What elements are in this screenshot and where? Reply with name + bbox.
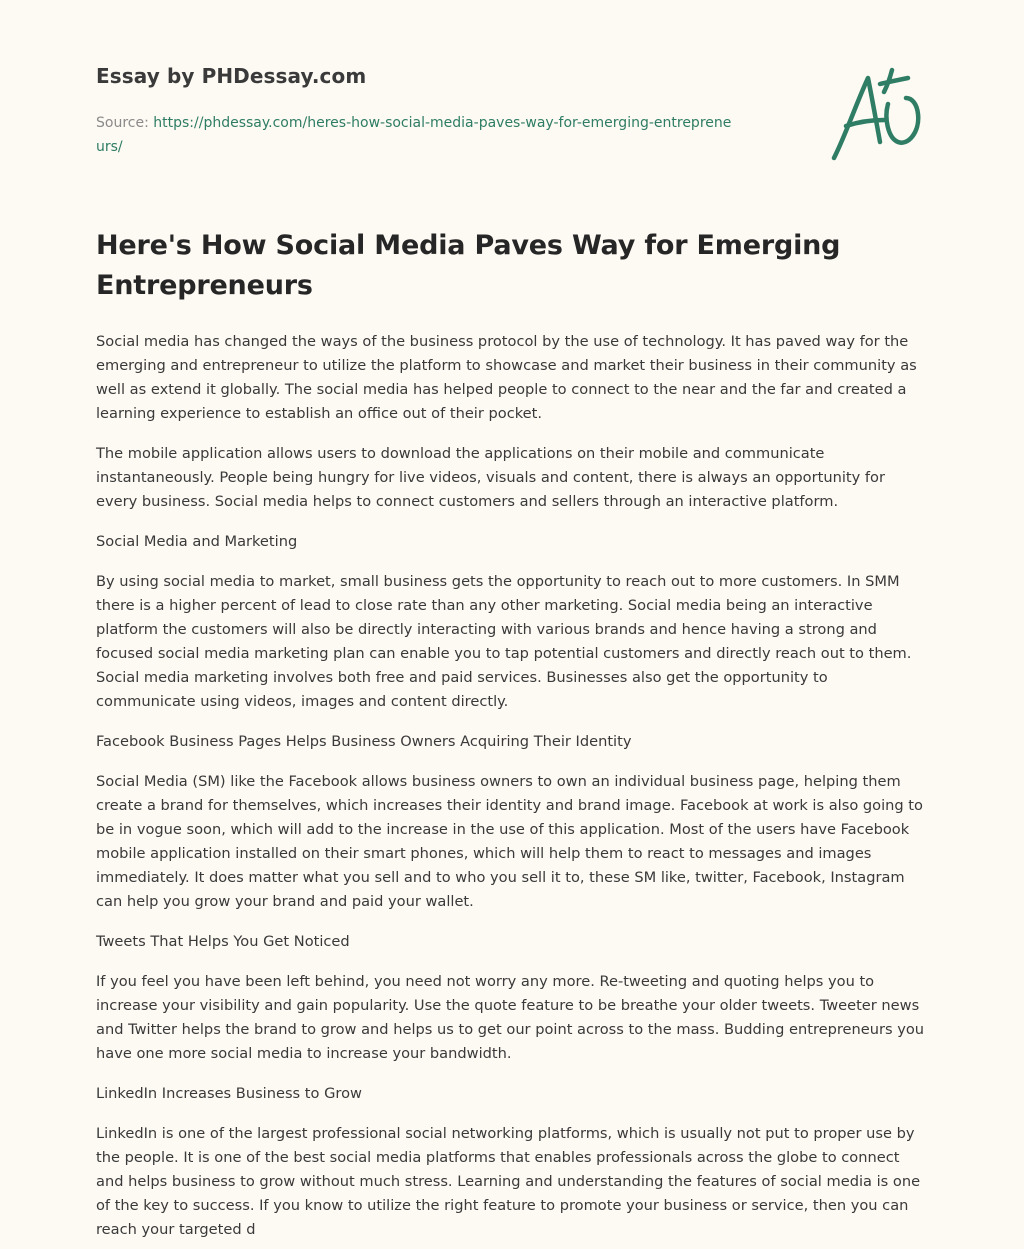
page-header [96,0,928,200]
site-brand: Essay by PHDessay.com [96,64,367,88]
a-plus-logo-icon [828,64,928,164]
source-line [96,111,736,159]
source-link[interactable]: https://phdessay.com/heres-how-social-media-paves-way-for-emerging-entrepreneurs/ [96,115,732,155]
essay-title: Here's How Social Media Paves Way for Emerging Entrepreneurs [96,230,841,301]
section-heading: LinkedIn Increases Business to Grow [96,1085,362,1102]
section-heading: Social Media and Marketing [96,533,298,550]
paragraph: If you feel you have been left behind, you need not worry any more. Re-tweeting and quoting helps you to increase your visibility and gain popularity. Use the quote feature to be breathe your older tweets. Tweeter news and Twitter helps the brand to grow and helps us to get our point across to the mass. Budding entrepreneurs you have one more social media to increase your bandwidth. [96,973,925,1062]
essay-body [96,330,928,1242]
section-heading: Facebook Business Pages Helps Business Owners Acquiring Their Identity [96,733,632,750]
paragraph: LinkedIn is one of the largest professional social networking platforms, which is usually not put to proper use by the people. It is one of the best social media platforms that enables professionals across the globe to connect and helps business to grow without much stress. Learning and understanding the features of social media is one of the key to success. If you know to utilize the right feature to promote your business or service, then you can reach your targeted d [96,1125,921,1238]
paragraph: Social media has changed the ways of the business protocol by the use of technology. It has paved way for the emerging and entrepreneur to utilize the platform to showcase and market their business in their community as well as extend it globally. The social media has helped people to connect to the near and the far and created a learning experience to establish an office out of their pocket. [96,333,917,422]
paragraph: The mobile application allows users to download the applications on their mobile and communicate instantaneously. People being hungry for live videos, visuals and content, there is always an opportunity for every business. Social media helps to connect customers and sellers through an interactive platform. [96,445,885,510]
section-heading: Tweets That Helps You Get Noticed [96,933,350,950]
source-label: Source: [96,115,154,131]
paragraph: By using social media to market, small business gets the opportunity to reach out to more customers. In SMM there is a higher percent of lead to close rate than any other marketing. Social media being an interactive platform the customers will also be directly interacting with various brands and hence having a strong and focused social media marketing plan can enable you to tap potential customers and directly reach out to them. Social media marketing involves both free and paid services. Businesses also get the opportunity to communicate using videos, images and content directly. [96,573,912,710]
paragraph: Social Media (SM) like the Facebook allows business owners to own an individual business page, helping them create a brand for themselves, which increases their identity and brand image. Facebook at work is also going to be in vogue soon, which will add to the increase in the use of this application. Most of the users have Facebook mobile application installed on their smart phones, which will help them to react to messages and images immediately. It does matter what you sell and to who you sell it to, these SM like, twitter, Facebook, Instagram can help you grow your brand and paid your wallet. [96,773,923,910]
